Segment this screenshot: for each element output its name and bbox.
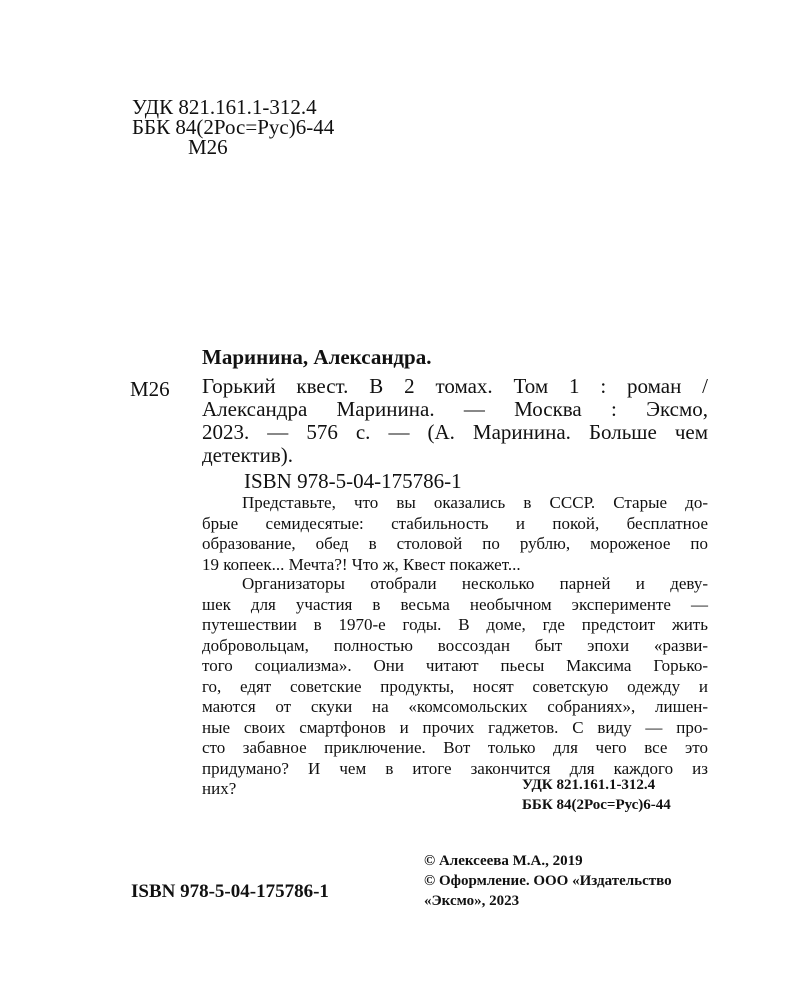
annotation-paragraph-1 xyxy=(202,493,708,575)
isbn-entry: ISBN 978-5-04-175786-1 xyxy=(244,469,462,493)
udk-code-bottom: УДК 821.161.1-312.4 xyxy=(522,777,656,793)
copyright-line: «Эксмо», 2023 xyxy=(424,893,520,909)
biblio-line: Горький квест. В 2 томах. Том 1 : роман / xyxy=(202,374,708,398)
copyright-line: © Алексеева М.А., 2019 xyxy=(424,853,583,869)
annotation-line: го, едят советские продукты, носят советскую одежду и xyxy=(202,676,708,696)
author-heading: Маринина, Александра. xyxy=(202,345,432,369)
author-sign-top: М26 xyxy=(188,135,228,159)
annotation-line: ные своих смартфонов и прочих гаджетов. С виду — про- xyxy=(202,717,708,737)
biblio-line: детектив). xyxy=(202,443,294,467)
annotation-line: придумано? И чем в итоге закончится для каждого из xyxy=(202,758,708,778)
bibliographic-description xyxy=(202,375,708,467)
annotation-line: них? xyxy=(202,779,237,798)
author-sign-margin: М26 xyxy=(130,377,170,401)
bbk-code-top: ББК 84(2Рос=Рус)6-44 xyxy=(132,115,335,139)
annotation-paragraph-2 xyxy=(202,574,708,800)
udk-code-top: УДК 821.161.1-312.4 xyxy=(132,95,317,119)
annotation-line: брые семидесятые: стабильность и покой, бесплатное xyxy=(202,513,708,533)
annotation-line: образование, обед в столовой по рублю, мороженое по xyxy=(202,534,708,553)
bbk-code-bottom: ББК 84(2Рос=Рус)6-44 xyxy=(522,797,671,813)
copyright-block xyxy=(424,851,672,911)
biblio-line: Александра Маринина. — Москва : Эксмо, xyxy=(202,397,708,421)
isbn-footer: ISBN 978-5-04-175786-1 xyxy=(131,881,329,902)
annotation-line: добровольцам, полностью воссоздан быт эпохи «разви- xyxy=(202,635,708,655)
biblio-line: 2023. — 576 с. — (А. Маринина. Больше чем xyxy=(202,420,708,444)
annotation-line: маются от скуки на «комсомольских собраниях», лишен- xyxy=(202,697,708,716)
annotation-line: сто забавное приключение. Вот только для чего все это xyxy=(202,738,708,757)
annotation-line: Представьте, что вы оказались в СССР. Старые до- xyxy=(242,493,708,512)
annotation-line: 19 копеек... Мечта?! Что ж, Квест покажет... xyxy=(202,554,521,574)
copyright-line: © Оформление. ООО «Издательство xyxy=(424,873,672,889)
annotation-line: того социализма». Они читают пьесы Максима Горько- xyxy=(202,656,708,675)
annotation-line: путешествии в 1970-е годы. В доме, где предстоит жить xyxy=(202,615,708,634)
annotation-line: Организаторы отобрали несколько парней и деву- xyxy=(242,574,708,593)
annotation-line: шек для участия в весьма необычном эксперименте — xyxy=(202,594,708,614)
